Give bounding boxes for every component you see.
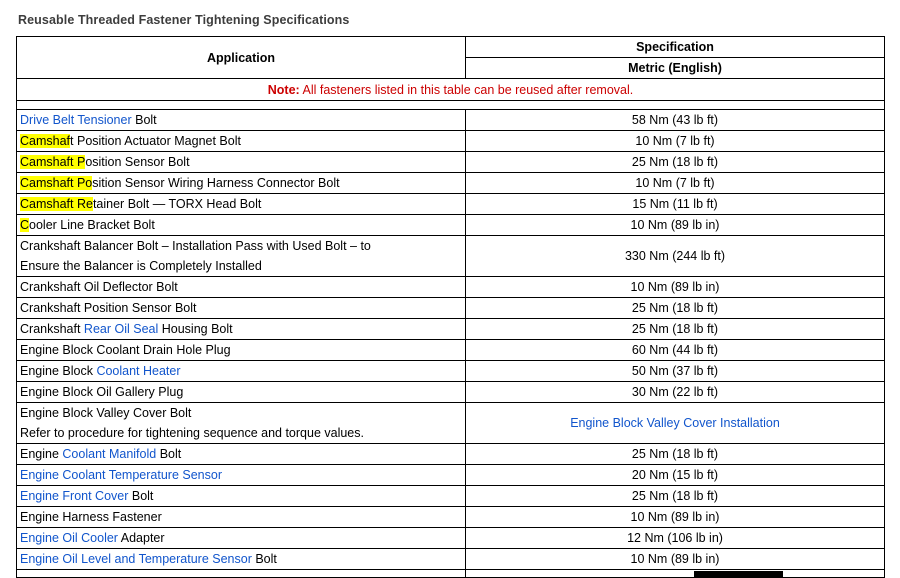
highlighted-text: Camshaft P: [20, 155, 86, 169]
application-cell: [17, 549, 466, 570]
application-link[interactable]: Rear Oil Seal: [83, 322, 159, 336]
table-row: [17, 110, 885, 131]
spec-cell: [466, 319, 885, 340]
application-cell: [17, 486, 466, 507]
spec-text: 30 Nm (22 lb ft): [631, 385, 719, 399]
highlighted-text: Camshaf: [20, 134, 71, 148]
highlighted-text: C: [20, 218, 30, 232]
application-cell: [17, 110, 466, 131]
application-text: Bolt: [251, 552, 277, 566]
application-cell: [17, 340, 466, 361]
application-link[interactable]: Engine Front Cover: [20, 489, 129, 503]
application-cell: [17, 298, 466, 319]
application-link[interactable]: Engine Oil Cooler: [20, 531, 118, 545]
application-link[interactable]: Drive Belt Tensioner: [20, 113, 132, 127]
table-row: [17, 277, 885, 298]
spec-text: 10 Nm (89 lb in): [630, 510, 720, 524]
spec-text: 25 Nm (18 lb ft): [631, 322, 719, 336]
table-body: [17, 110, 885, 570]
spec-text: 12 Nm (106 lb in): [627, 531, 723, 545]
spec-cell: [466, 340, 885, 361]
spec-cell: [466, 298, 885, 319]
spec-cell: [466, 131, 885, 152]
application-link[interactable]: Coolant Heater: [96, 364, 181, 378]
application-text: Refer to procedure for tightening sequence and torque values.: [20, 426, 364, 440]
table-row: [17, 465, 885, 486]
spec-text: 25 Nm (18 lb ft): [631, 447, 719, 461]
spec-cell: [466, 465, 885, 486]
spec-cell: [466, 215, 885, 236]
spec-cell: [466, 194, 885, 215]
spec-cell: [466, 549, 885, 570]
table-row: [17, 361, 885, 382]
table-row: [17, 131, 885, 152]
application-cell: [17, 173, 466, 194]
table-row: [17, 528, 885, 549]
application-cell: [17, 319, 466, 340]
spec-cell: [466, 507, 885, 528]
application-link[interactable]: Engine Oil Level and Temperature Sensor: [20, 552, 252, 566]
application-text: osition Sensor Bolt: [85, 155, 190, 169]
spec-cell: [466, 361, 885, 382]
application-text: Adapter: [117, 531, 165, 545]
spec-cell: [466, 403, 885, 444]
table-row: [17, 403, 885, 444]
table-row: [17, 549, 885, 570]
spec-cell: [466, 444, 885, 465]
spec-text: 15 Nm (11 lb ft): [632, 197, 718, 211]
spec-cell: [466, 486, 885, 507]
table-row: [17, 382, 885, 403]
application-text: ooler Line Bracket Bolt: [29, 218, 155, 232]
application-text: t Position Actuator Magnet Bolt: [70, 134, 241, 148]
table-row: [17, 152, 885, 173]
application-cell: [17, 465, 466, 486]
table-row: [17, 444, 885, 465]
table-row: [17, 340, 885, 361]
table-row: [17, 173, 885, 194]
page-title: Reusable Threaded Fastener Tightening Specifications: [18, 13, 350, 27]
note-row: [17, 79, 885, 101]
table-row: [17, 298, 885, 319]
spec-text: 25 Nm (18 lb ft): [631, 301, 719, 315]
spec-text: 10 Nm (7 lb ft): [635, 134, 715, 148]
application-cell: [17, 277, 466, 298]
table-row: [17, 194, 885, 215]
application-cell: [17, 215, 466, 236]
table-row: [17, 507, 885, 528]
application-cell: [17, 194, 466, 215]
application-text: Engine Block Valley Cover Bolt: [20, 406, 192, 420]
application-text: Engine Block Oil Gallery Plug: [20, 385, 184, 399]
application-link[interactable]: Engine Coolant Temperature Sensor: [20, 468, 222, 482]
table-row: [17, 486, 885, 507]
application-text: Bolt: [156, 447, 182, 461]
spec-text: 10 Nm (89 lb in): [630, 552, 720, 566]
application-cell: [17, 528, 466, 549]
application-cell: [17, 131, 466, 152]
header-row-1: [17, 37, 885, 58]
spec-cell: [466, 528, 885, 549]
application-cell: [17, 361, 466, 382]
application-cell: [17, 444, 466, 465]
application-cell: [17, 507, 466, 528]
application-text: Crankshaft Balancer Bolt – Installation Pass with Used Bolt – to: [20, 239, 371, 253]
application-text: Crankshaft Position Sensor Bolt: [20, 301, 197, 315]
cut-off-element: [694, 571, 783, 578]
note-label: Note:: [267, 82, 300, 97]
application-text: Ensure the Balancer is Completely Installed: [20, 259, 262, 273]
spec-cell: [466, 173, 885, 194]
spec-text: 60 Nm (44 lb ft): [631, 343, 719, 357]
spec-text: 58 Nm (43 lb ft): [631, 113, 719, 127]
spec-text: 25 Nm (18 lb ft): [631, 489, 719, 503]
note-cell: [17, 79, 885, 101]
application-text: Crankshaft Oil Deflector Bolt: [20, 280, 178, 294]
application-cell: [17, 236, 466, 277]
application-text: Bolt: [128, 489, 154, 503]
spec-text: 50 Nm (37 lb ft): [631, 364, 719, 378]
application-cell: [17, 403, 466, 444]
application-text: Engine Block Coolant Drain Hole Plug: [20, 343, 231, 357]
spacer-row: [17, 101, 885, 110]
note-text: All fasteners listed in this table can be reused after removal.: [299, 82, 634, 97]
metric-column-header: Metric (English): [466, 58, 885, 79]
fastener-spec-table: [16, 36, 885, 578]
spec-text: 20 Nm (15 lb ft): [631, 468, 719, 482]
application-link[interactable]: Coolant Manifold: [62, 447, 157, 461]
table-row: [17, 215, 885, 236]
spec-cell: [466, 236, 885, 277]
table-row: [17, 319, 885, 340]
spec-cell: [466, 382, 885, 403]
application-text: Engine Block: [20, 364, 97, 378]
highlighted-text: Camshaft Re: [20, 197, 93, 211]
spec-cell: [466, 110, 885, 131]
spec-cell: [466, 277, 885, 298]
application-text: Engine Harness Fastener: [20, 510, 162, 524]
partial-spec-cell: [466, 570, 885, 578]
spec-text: 25 Nm (18 lb ft): [631, 155, 719, 169]
application-text: Crankshaft: [20, 322, 84, 336]
application-text: sition Sensor Wiring Harness Connector Bolt: [92, 176, 340, 190]
specification-column-header: Specification: [466, 37, 885, 58]
spec-text: 10 Nm (7 lb ft): [635, 176, 715, 190]
highlighted-text: Camshaft Po: [20, 176, 93, 190]
spec-text: 330 Nm (244 lb ft): [624, 249, 726, 263]
spec-text: 10 Nm (89 lb in): [630, 218, 720, 232]
spec-cell: [466, 152, 885, 173]
application-text: Housing Bolt: [158, 322, 233, 336]
application-text: Bolt: [131, 113, 157, 127]
application-cell: [17, 152, 466, 173]
application-text: tainer Bolt — TORX Head Bolt: [92, 197, 262, 211]
application-text: Engine: [20, 447, 63, 461]
spec-text: 10 Nm (89 lb in): [630, 280, 720, 294]
spec-link[interactable]: Engine Block Valley Cover Installation: [570, 416, 780, 430]
application-column-header: Application: [17, 37, 466, 79]
application-cell: [17, 382, 466, 403]
table-row: [17, 236, 885, 277]
partial-application-cell: [17, 570, 466, 578]
